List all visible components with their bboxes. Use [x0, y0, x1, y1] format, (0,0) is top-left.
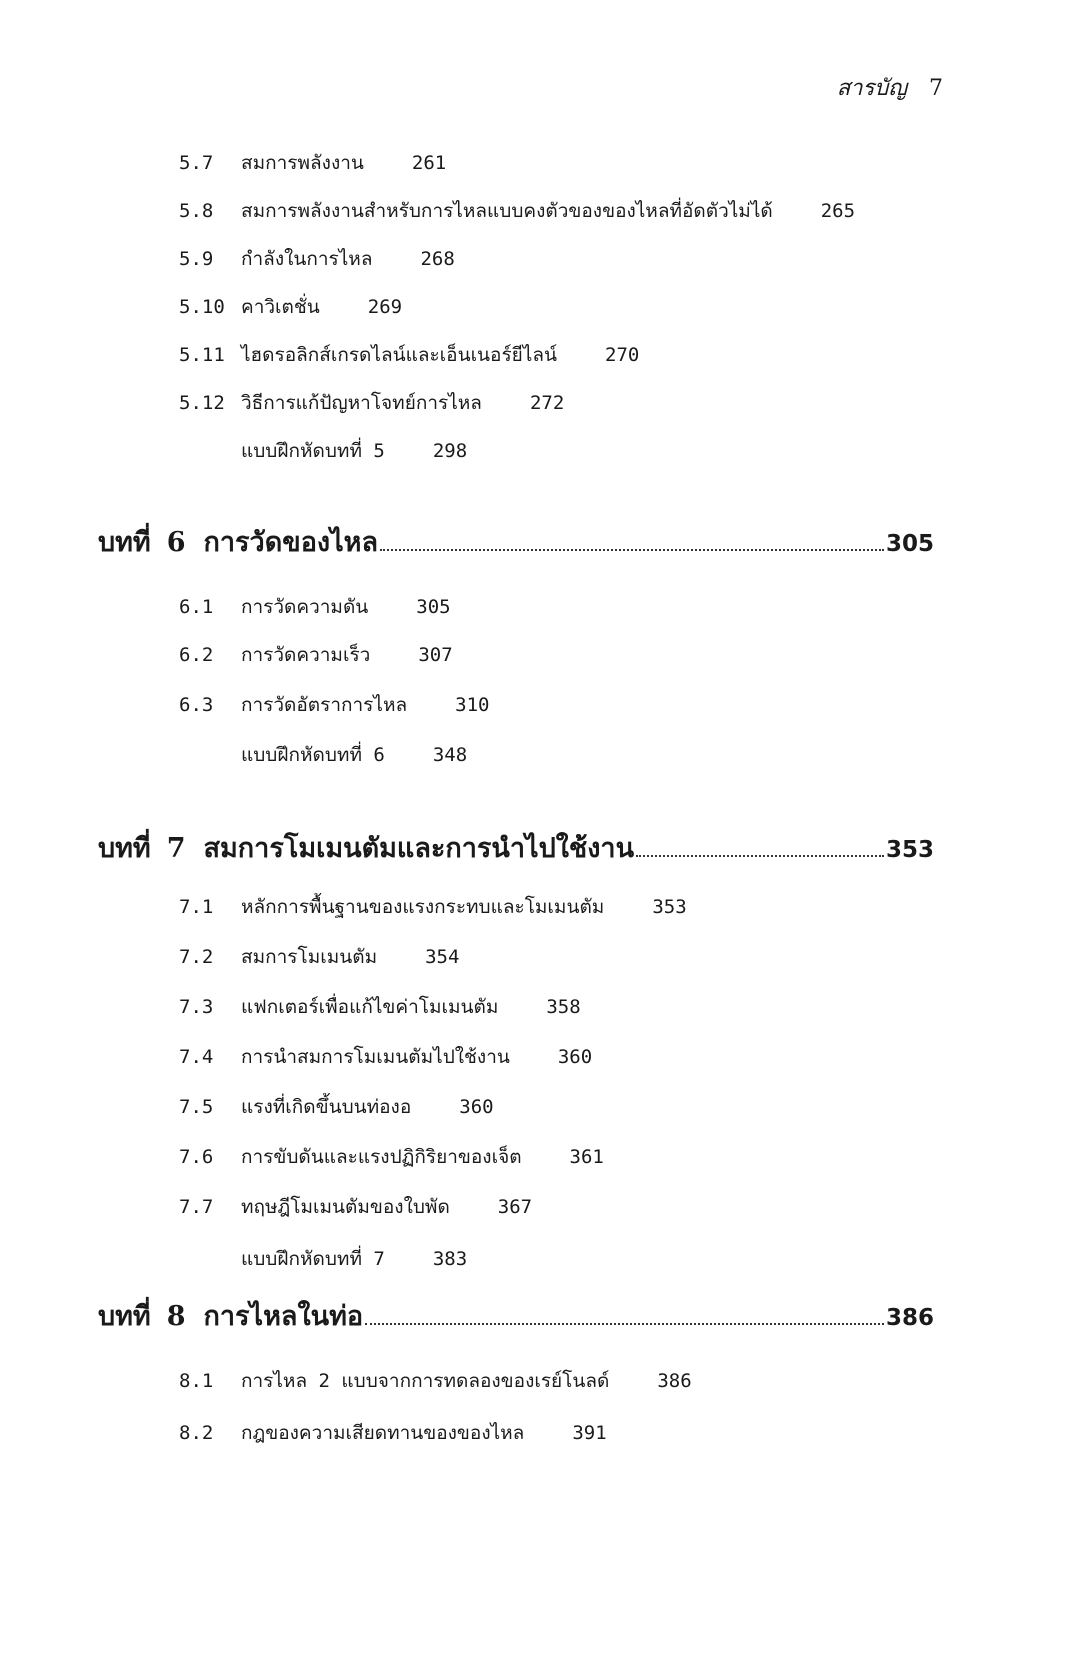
section-number: 5.12: [179, 392, 225, 414]
toc-entry-exercise-5[interactable]: [241, 436, 467, 466]
section-title: ไฮดรอลิกส์เกรดไลน์และเอ็นเนอร์ยีไลน์: [241, 344, 557, 366]
section-number: 5.11: [179, 344, 225, 366]
section-number: 7.2: [179, 946, 214, 968]
section-title: คาวิเตชั่น: [241, 296, 320, 318]
chapter-number: 8: [166, 1301, 186, 1332]
section-title: การขับดันและแรงปฏิกิริยาของเจ็ต: [241, 1146, 522, 1168]
section-number: 6.3: [179, 694, 214, 716]
toc-entry-5-12[interactable]: [179, 388, 564, 418]
section-page: 354: [425, 946, 460, 968]
chapter-title: การไหลในท่อ: [203, 1301, 364, 1332]
chapter-page: 386: [885, 1305, 934, 1331]
section-number: 8.2: [179, 1422, 214, 1444]
section-title: กฎของความเสียดทานของของไหล: [241, 1422, 525, 1444]
chapter-label: บทที่: [98, 1301, 151, 1332]
section-title: การวัดอัตราการไหล: [241, 694, 408, 716]
toc-entry-7-3[interactable]: [179, 992, 581, 1022]
section-title: การวัดความเร็ว: [241, 644, 371, 666]
exercise-title: แบบฝึกหัดบทที่ 7: [241, 1248, 385, 1270]
running-head: [837, 70, 943, 105]
section-title: แรงที่เกิดขึ้นบนท่องอ: [241, 1096, 412, 1118]
section-page: 361: [569, 1146, 604, 1168]
chapter-label: บทที่: [98, 833, 151, 864]
section-number: 7.5: [179, 1096, 214, 1118]
section-title: ทฤษฎีโมเมนตัมของใบพัด: [241, 1196, 450, 1218]
toc-entry-7-1[interactable]: [179, 892, 687, 922]
section-title: กำลังในการไหล: [241, 248, 373, 270]
toc-entry-5-9[interactable]: [179, 244, 455, 274]
chapter-7-heading[interactable]: [98, 826, 934, 869]
section-page: 269: [367, 296, 403, 318]
section-page: 270: [605, 344, 640, 366]
section-page: 307: [418, 644, 453, 666]
toc-entry-8-2[interactable]: [179, 1418, 607, 1448]
toc-entry-6-1[interactable]: [179, 592, 451, 622]
chapter-number: 6: [166, 527, 186, 558]
chapter-6-heading[interactable]: [98, 520, 934, 563]
section-number: 7.4: [179, 1046, 214, 1068]
toc-entry-7-5[interactable]: [179, 1092, 494, 1122]
toc-entry-exercise-6[interactable]: [241, 740, 467, 770]
section-page: 367: [497, 1196, 533, 1218]
toc-entry-5-10[interactable]: [179, 292, 402, 322]
section-page: 353: [652, 896, 687, 918]
section-number: 5.9: [179, 248, 214, 270]
toc-entry-8-1[interactable]: [179, 1366, 692, 1396]
exercise-page: 298: [432, 440, 468, 462]
section-page: 261: [411, 152, 447, 174]
toc-entry-7-7[interactable]: [179, 1192, 532, 1222]
section-page: 360: [557, 1046, 593, 1068]
section-page: 386: [657, 1370, 692, 1392]
running-head-title: สารบัญ: [836, 76, 907, 101]
section-number: 5.10: [179, 296, 225, 318]
dot-leader: [365, 1323, 884, 1325]
section-page: 358: [546, 996, 581, 1018]
toc-entry-6-3[interactable]: [179, 690, 489, 720]
toc-entry-7-6[interactable]: [179, 1142, 604, 1172]
section-title: สมการพลังงานสำหรับการไหลแบบคงตัวของของไหลที่อัดตัวไม่ได้: [241, 200, 773, 222]
section-number: 8.1: [179, 1370, 214, 1392]
section-number: 6.1: [179, 596, 214, 618]
section-title: หลักการพื้นฐานของแรงกระทบและโมเมนตัม: [241, 896, 605, 918]
section-title: แฟกเตอร์เพื่อแก้ไขค่าโมเมนตัม: [241, 996, 499, 1018]
section-number: 7.3: [179, 996, 214, 1018]
toc-entry-5-11[interactable]: [179, 340, 639, 370]
section-page: 272: [529, 392, 565, 414]
section-page: 268: [420, 248, 455, 270]
section-title: การไหล 2 แบบจากการทดลองของเรย์โนลด์: [241, 1370, 610, 1392]
section-title: สมการพลังงาน: [241, 152, 364, 174]
exercise-title: แบบฝึกหัดบทที่ 5: [241, 440, 385, 462]
chapter-number: 7: [166, 833, 186, 864]
chapter-title: สมการโมเมนตัมและการนำไปใช้งาน: [203, 833, 635, 864]
exercise-page: 383: [432, 1248, 468, 1270]
section-page: 360: [459, 1096, 494, 1118]
chapter-page: 305: [885, 531, 934, 557]
section-page: 265: [820, 200, 856, 222]
section-title: สมการโมเมนตัม: [241, 946, 378, 968]
toc-entry-6-2[interactable]: [179, 640, 453, 670]
dot-leader: [380, 549, 884, 551]
toc-entry-5-7[interactable]: [179, 148, 446, 178]
page-number: 7: [929, 76, 943, 101]
section-number: 6.2: [179, 644, 214, 666]
section-page: 391: [572, 1422, 607, 1444]
section-title: การวัดความดัน: [241, 596, 369, 618]
section-number: 5.7: [179, 152, 214, 174]
chapter-title: การวัดของไหล: [203, 527, 379, 558]
chapter-8-heading[interactable]: [98, 1294, 934, 1337]
toc-entry-exercise-7[interactable]: [241, 1244, 467, 1274]
exercise-page: 348: [432, 744, 468, 766]
section-page: 305: [416, 596, 451, 618]
section-number: 7.7: [179, 1196, 214, 1218]
section-title: การนำสมการโมเมนตัมไปใช้งาน: [241, 1046, 510, 1068]
toc-entry-7-2[interactable]: [179, 942, 459, 972]
section-number: 7.6: [179, 1146, 214, 1168]
dot-leader: [636, 855, 884, 857]
section-number: 5.8: [179, 200, 214, 222]
exercise-title: แบบฝึกหัดบทที่ 6: [241, 744, 385, 766]
section-title: วิธีการแก้ปัญหาโจทย์การไหล: [241, 392, 482, 414]
section-page: 310: [455, 694, 490, 716]
toc-entry-7-4[interactable]: [179, 1042, 592, 1072]
chapter-label: บทที่: [98, 527, 151, 558]
chapter-page: 353: [885, 837, 934, 863]
section-number: 7.1: [179, 896, 214, 918]
toc-entry-5-8[interactable]: [179, 196, 855, 226]
